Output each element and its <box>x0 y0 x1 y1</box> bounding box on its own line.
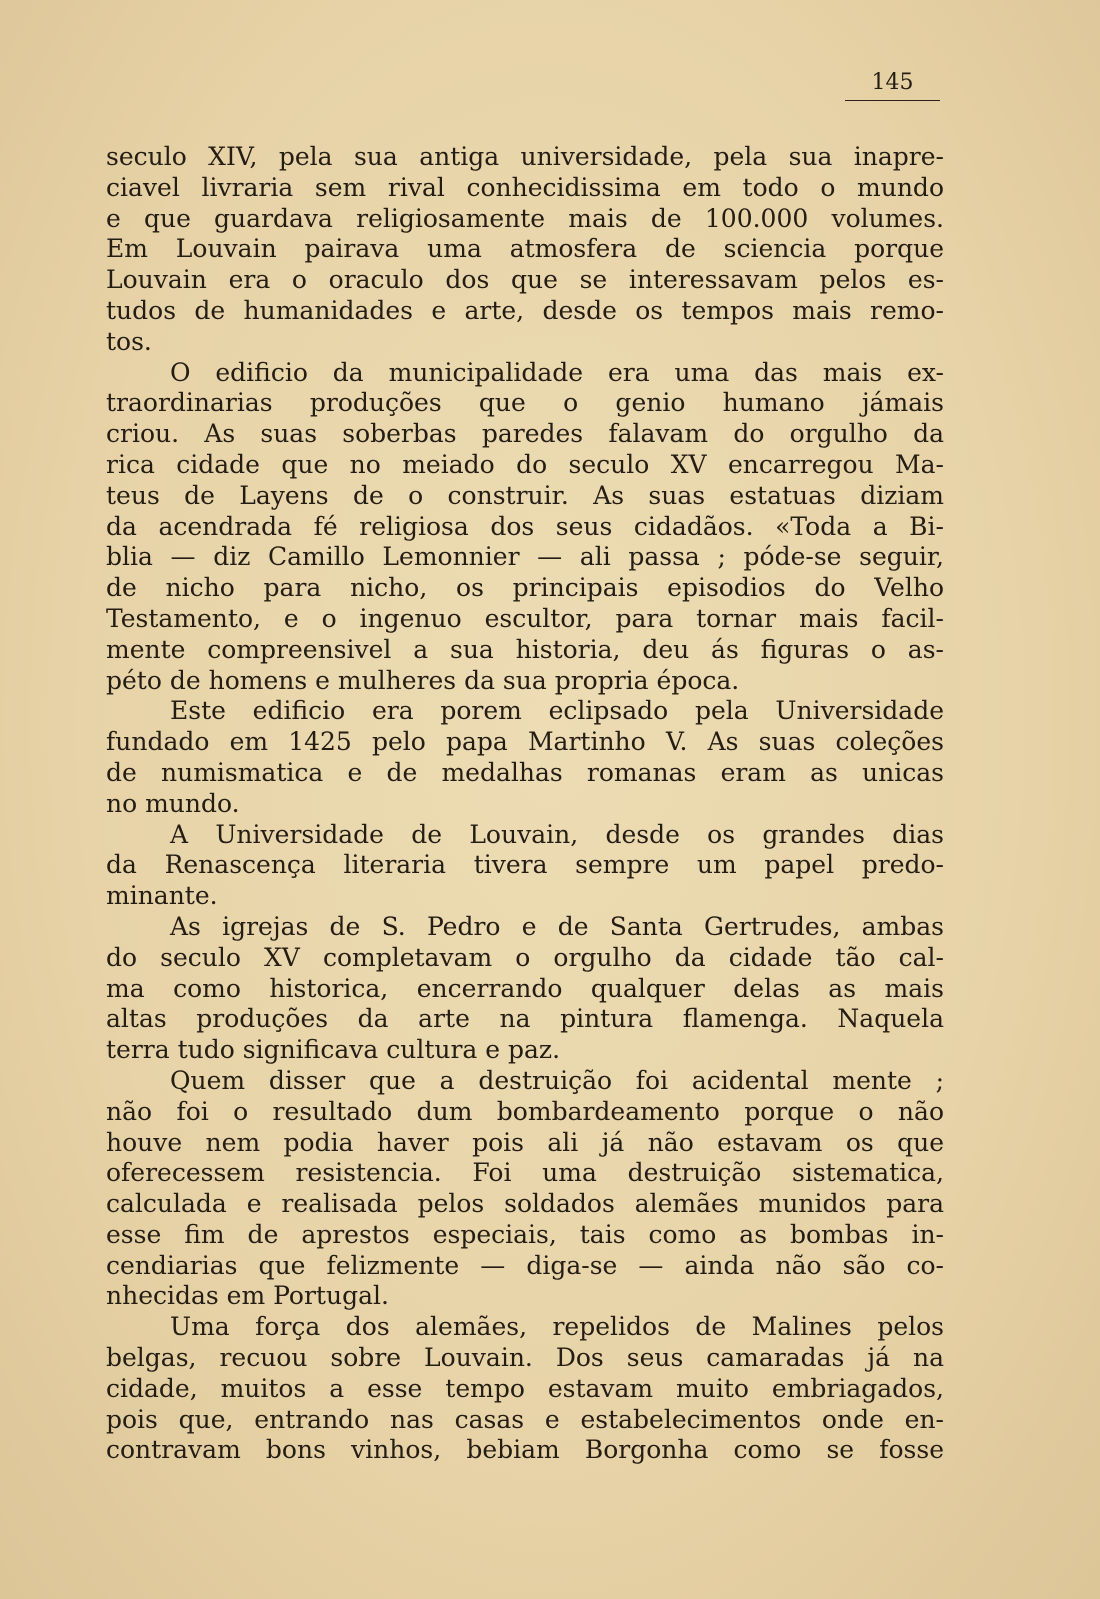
text-line: fundado em 1425 pelo papa Martinho V. As suas coleções <box>106 727 944 757</box>
text-line: Quem disser que a destruição foi acidental mente ; <box>170 1065 944 1095</box>
text-line: altas produções da arte na pintura flamenga. Naquela <box>106 1004 944 1034</box>
text-line: mente compreensivel a sua historia, deu ás figuras o as- <box>106 634 944 664</box>
text-line: de nicho para nicho, os principais episodios do Velho <box>106 573 944 603</box>
text-line: belgas, recuou sobre Louvain. Dos seus camaradas já na <box>106 1343 944 1373</box>
text-line: ma como historica, encerrando qualquer delas as mais <box>106 973 944 1003</box>
text-line: houve nem podia haver pois ali já não estavam os que <box>106 1127 944 1157</box>
text-line: teus de Layens de o construir. As suas estatuas diziam <box>106 480 944 510</box>
text-line: tudos de humanidades e arte, desde os tempos mais remo- <box>106 295 944 325</box>
text-line: contravam bons vinhos, bebiam Borgonha como se fosse <box>106 1435 944 1465</box>
text-line: cendiarias que felizmente — diga-se — ainda não são co- <box>106 1250 944 1280</box>
text-line: cidade, muitos a esse tempo estavam muito embriagados, <box>106 1373 944 1403</box>
text-line: ciavel livraria sem rival conhecidissima em todo o mundo <box>106 172 944 202</box>
text-line: e que guardava religiosamente mais de 100.000 volumes. <box>106 203 944 233</box>
text-line: não foi o resultado dum bombardeamento porque o não <box>106 1096 944 1126</box>
text-line: Uma força dos alemães, repelidos de Malines pelos <box>170 1312 944 1342</box>
text-line: Louvain era o oraculo dos que se interessavam pelos es- <box>106 265 944 295</box>
page-number-rule <box>845 100 940 101</box>
text-line: blia — diz Camillo Lemonnier — ali passa ; póde-se seguir, <box>106 542 944 572</box>
text-line: da acendrada fé religiosa dos seus cidadãos. «Toda a Bi- <box>106 511 944 541</box>
text-line: As igrejas de S. Pedro e de Santa Gertrudes, ambas <box>170 911 944 941</box>
text-line: A Universidade de Louvain, desde os grandes dias <box>170 819 944 849</box>
text-line: do seculo XV completavam o orgulho da cidade tão cal- <box>106 942 944 972</box>
text-line: Em Louvain pairava uma atmosfera de sciencia porque <box>106 234 944 264</box>
text-line: terra tudo significava cultura e paz. <box>106 1035 561 1065</box>
text-line: traordinarias produções que o genio humano jámais <box>106 388 944 418</box>
text-line: péto de homens e mulheres da sua propria época. <box>106 665 740 695</box>
text-line: Testamento, e o ingenuo escultor, para tornar mais facil- <box>106 603 944 633</box>
text-line: Este edificio era porem eclipsado pela Universidade <box>170 696 944 726</box>
text-line: de numismatica e de medalhas romanas eram as unicas <box>106 757 944 787</box>
text-line: nhecidas em Portugal. <box>106 1281 389 1311</box>
text-line: esse fim de aprestos especiais, tais como as bombas in- <box>106 1219 944 1249</box>
text-line: criou. As suas soberbas paredes falavam do orgulho da <box>106 419 944 449</box>
text-line: calculada e realisada pelos soldados alemães munidos para <box>106 1189 944 1219</box>
text-line: no mundo. <box>106 788 240 818</box>
text-line: tos. <box>106 326 152 356</box>
page-number: 145 <box>871 70 914 95</box>
text-line: da Renascença literaria tivera sempre um papel predo- <box>106 850 944 880</box>
text-line: rica cidade que no meiado do seculo XV encarregou Ma- <box>106 449 944 479</box>
text-line: O edificio da municipalidade era uma das mais ex- <box>170 357 944 387</box>
text-line: pois que, entrando nas casas e estabelecimentos onde en- <box>106 1404 944 1434</box>
text-line: seculo XIV, pela sua antiga universidade, pela sua inapre- <box>106 142 944 171</box>
text-line: oferecessem resistencia. Foi uma destruição sistematica, <box>106 1158 944 1188</box>
text-line: minante. <box>106 881 218 911</box>
body-text <box>106 142 944 1466</box>
